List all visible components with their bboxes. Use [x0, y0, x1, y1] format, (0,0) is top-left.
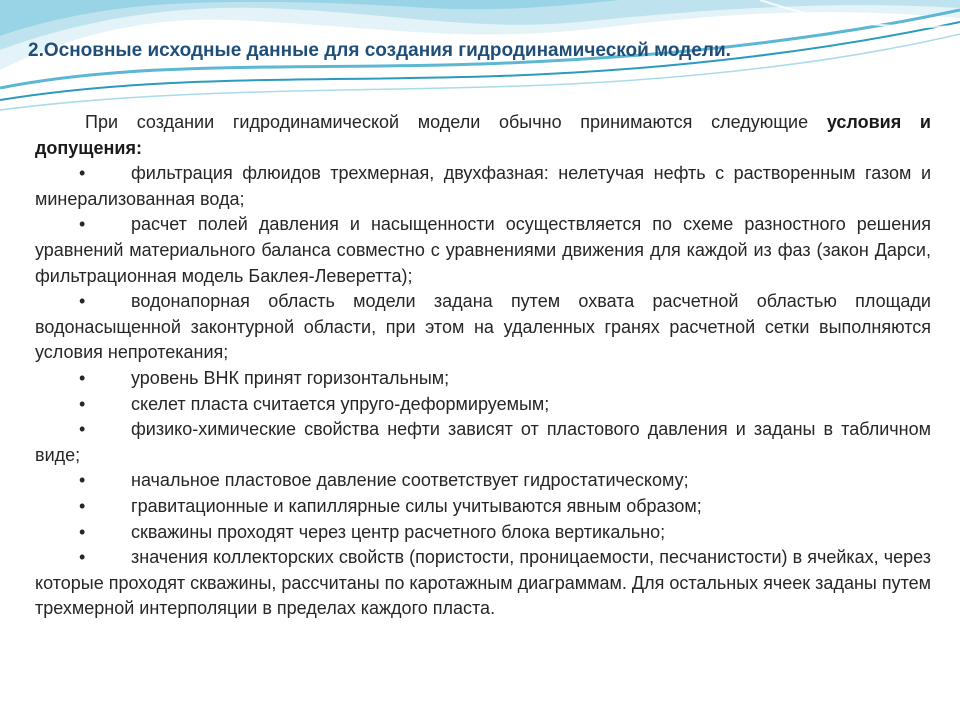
list-item	[35, 161, 931, 212]
list-item-text: скелет пласта считается упруго-деформируемым;	[131, 393, 550, 414]
list-item-text: уровень ВНК принят горизонтальным;	[131, 367, 450, 388]
slide-title: 2.Основные исходные данные для создания гидродинамической модели.	[28, 40, 731, 61]
intro-paragraph	[35, 110, 931, 161]
list-item	[35, 366, 931, 392]
list-item	[35, 520, 931, 546]
list-item-text: расчет полей давления и насыщенности осуществляется по схеме разностного решения уравнений материального баланса совместно с уравнениями движения для каждой из фаз (закон Дарси, фильтрационная модель Баклея-Леверетта);	[35, 214, 931, 286]
bullet-icon: •	[79, 163, 86, 184]
list-item-text: скважины проходят через центр расчетного блока вертикально;	[131, 521, 666, 542]
bullet-icon: •	[79, 291, 86, 312]
list-item	[35, 417, 931, 468]
list-item	[35, 392, 931, 418]
list-item	[35, 468, 931, 494]
list-item-text: физико-химические свойства нефти зависят от пластового давления и заданы в табличном виде;	[35, 419, 931, 465]
intro-bold-text: условия и допущения:	[35, 112, 931, 158]
list-item	[35, 494, 931, 520]
bullet-icon: •	[79, 214, 86, 235]
bullet-icon: •	[79, 470, 86, 491]
list-item	[35, 212, 931, 289]
intro-text: При создании гидродинамической модели обычно принимаются следующие	[85, 112, 827, 132]
list-item-text: начальное пластовое давление соответствует гидростатическому;	[131, 470, 689, 491]
slide-body	[35, 110, 931, 622]
bullet-icon: •	[79, 495, 86, 516]
bullet-icon: •	[79, 547, 86, 568]
bullet-icon: •	[79, 419, 86, 440]
bullet-icon: •	[79, 393, 86, 414]
list-item-text: фильтрация флюидов трехмерная, двухфазная: нелетучая нефть с растворенным газом и минерализованная вода;	[35, 163, 931, 209]
list-item	[35, 545, 931, 622]
list-item	[35, 289, 931, 366]
list-item-text: водонапорная область модели задана путем охвата расчетной областью площади водонасыщенной законтурной области, при этом на удаленных гранях расчетной сетки выполняются условия непротекания;	[35, 291, 931, 363]
list-item-text: значения коллекторских свойств (пористости, проницаемости, песчанистости) в ячейках, через которые проходят скважины, рассчитаны по каротажным диаграммам. Для остальных ячеек заданы путем трехмерной интерполяции в пределах каждого пласта.	[35, 547, 932, 619]
bullet-icon: •	[79, 367, 86, 388]
list-item-text: гравитационные и капиллярные силы учитываются явным образом;	[131, 495, 702, 516]
bullet-icon: •	[79, 521, 86, 542]
